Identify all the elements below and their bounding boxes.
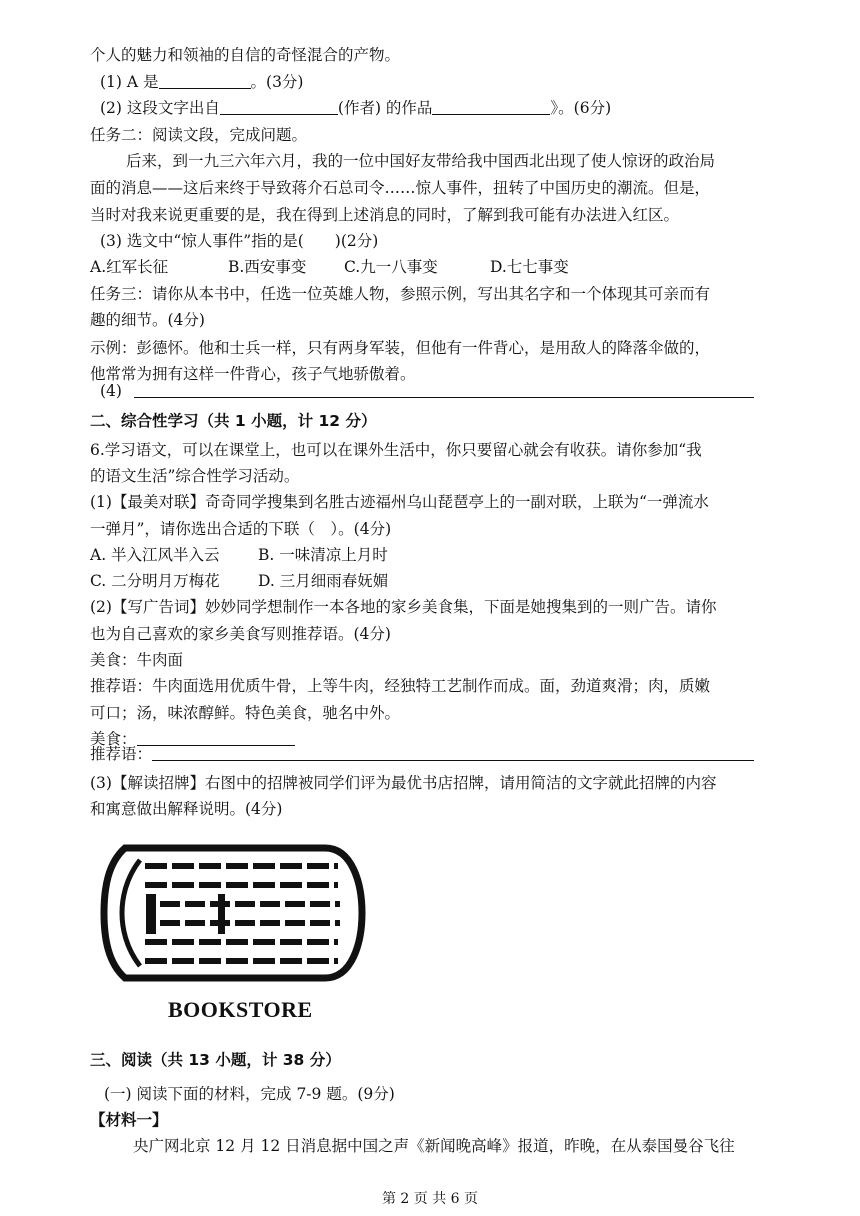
answer-line[interactable] [134,397,754,398]
food-label: 美食：牛肉面 [90,651,184,669]
option-d[interactable]: D.七七事变 [490,258,569,276]
option-row [90,257,569,277]
question-score: 。(3分) [250,73,304,91]
food-answer-blank[interactable] [137,729,295,746]
bookstore-sign-logo [100,838,370,988]
subquestion-3: 和寓意做出解释说明。(4分) [90,800,283,818]
question-label: (作者) 的作品 [337,99,433,117]
reading-instruction: (一) 阅读下面的材料，完成 7-9 题。(9分) [104,1085,395,1103]
subquestion-2: (2)【写广告词】妙妙同学想制作一本各地的家乡美食集，下面是她搜集到的一则广告。请你 [90,598,717,616]
subquestion-1: (1)【最美对联】奇奇同学搜集到名胜古迹福州乌山琵琶亭上的一副对联，上联为“一弹流水 [90,493,709,511]
answer-blank-author[interactable] [220,98,338,115]
question-4: (4) [100,382,122,400]
option-row [90,571,388,591]
page-footer: 第 2 页 共 6 页 [381,1191,479,1207]
section-heading: 三、阅读（共 13 小题，计 38 分） [90,1051,341,1069]
section-heading: 二、综合性学习（共 1 小题，计 12 分） [90,412,377,430]
food-label: 美食： [90,730,137,748]
question-2 [100,98,611,118]
question-label: (2) 这段文字出自 [100,99,220,117]
recommendation-label: 推荐语： [90,745,153,763]
question-score: 》。(6分) [550,99,612,117]
recommendation-answer-line[interactable] [152,760,754,761]
option-b[interactable]: B.西安事变 [228,258,307,276]
option-row [90,545,388,565]
task-heading: 任务三：请你从本书中，任选一位英雄人物，参照示例，写出其名字和一个体现其可亲而有 [90,285,711,303]
task-heading: 任务二：阅读文段，完成问题。 [90,126,308,144]
example-line: 他常常为拥有这样一件背心，孩子气地骄傲着。 [90,365,416,383]
material-label: 【材料一】 [90,1111,168,1129]
subquestion-2: 也为自己喜欢的家乡美食写则推荐语。(4分) [90,625,391,643]
passage-line: 面的消息——这后来终于导致蒋介石总司令……惊人事件，扭转了中国历史的潮流。但是， [90,179,711,197]
option-a[interactable]: A. 半入江风半入云 [90,546,220,564]
question-1 [100,72,303,92]
task-heading: 趣的细节。(4分) [90,311,205,329]
question-6: 的语文生活”综合性学习活动。 [90,467,300,485]
question-6: 6.学习语文，可以在课堂上，也可以在课外生活中，你只要留心就会有收获。请你参加“我 [90,441,702,459]
question-label: (1) A 是 [100,73,159,91]
subquestion-1: 一弹月”，请你选出合适的下联（ ）。(4分) [90,520,392,538]
recommendation-text: 推荐语：牛肉面选用优质牛骨，上等牛肉，经独特工艺制作而成。面，劲道爽滑；肉，质嫩 [90,677,711,695]
option-c[interactable]: C.九一八事变 [344,258,438,276]
bookstore-logo-text: BOOKSTORE [168,997,313,1022]
answer-blank-work[interactable] [432,98,550,115]
option-a[interactable]: A.红军长征 [90,258,169,276]
news-passage-line: 央广网北京 12 月 12 日消息据中国之声《新闻晚高峰》报道，昨晚，在从泰国曼谷飞往 [133,1137,735,1155]
text-line: 个人的魅力和领袖的自信的奇怪混合的产物。 [90,46,401,64]
option-d[interactable]: D. 三月细雨春妩媚 [258,572,389,590]
recommendation-text: 可口；汤，味浓醇鲜。特色美食，驰名中外。 [90,704,401,722]
example-line: 示例：彭德怀。他和士兵一样，只有两身军装，但他有一件背心，是用敌人的降落伞做的， [90,339,711,357]
passage-line: 后来，到一九三六年六月，我的一位中国好友带给我中国西北出现了使人惊讶的政治局 [126,152,716,170]
option-b[interactable]: B. 一味清凉上月时 [258,546,388,564]
question-3: (3) 选文中“惊人事件”指的是( )(2分) [100,232,379,250]
passage-line: 当时对我来说更重要的是，我在得到上述消息的同时，了解到我可能有办法进入红区。 [90,206,680,224]
subquestion-3: (3)【解读招牌】右图中的招牌被同学们评为最优书店招牌，请用简洁的文字就此招牌的内容 [90,774,717,792]
option-c[interactable]: C. 二分明月万梅花 [90,572,220,590]
answer-blank[interactable] [159,72,251,89]
